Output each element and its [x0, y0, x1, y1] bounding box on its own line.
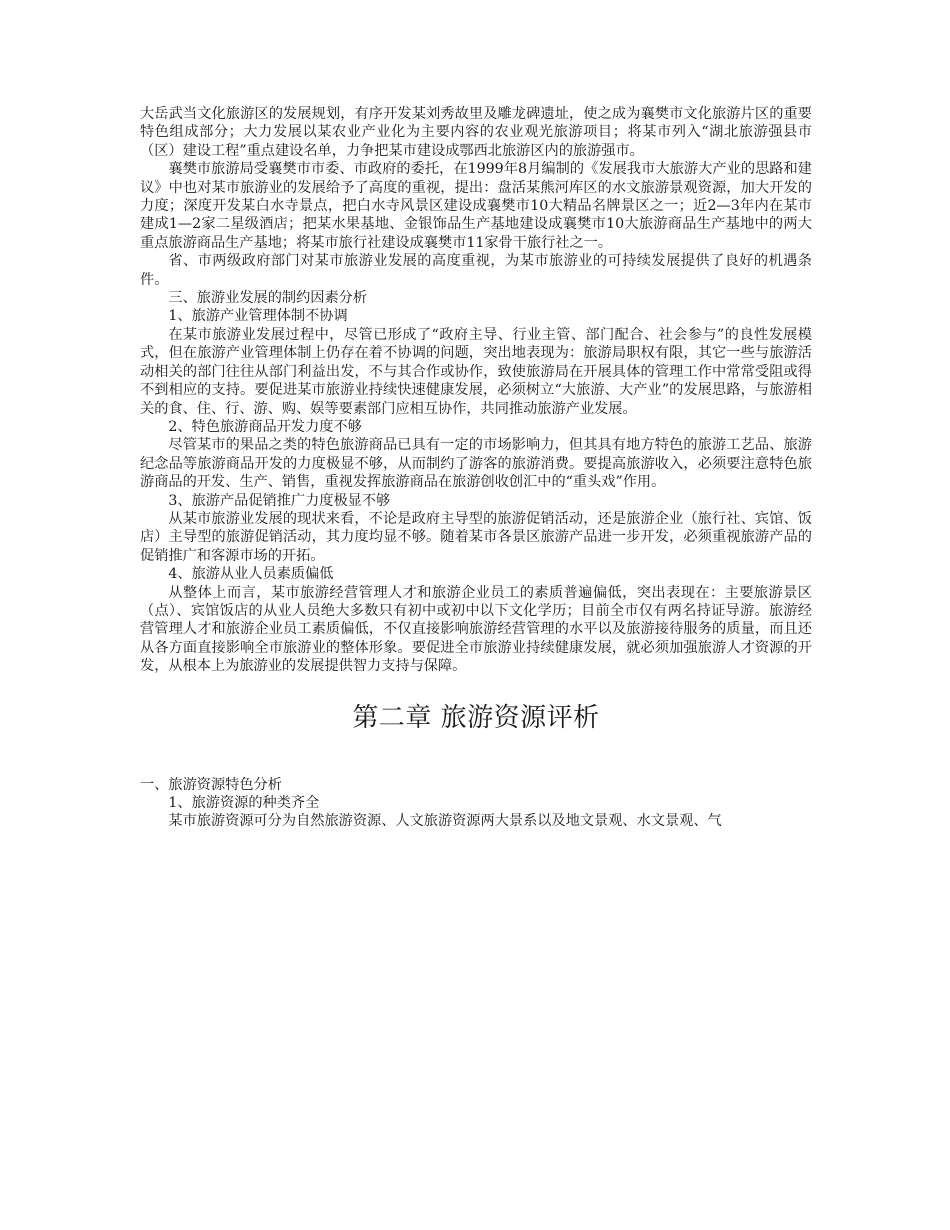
- chapter-subsection-heading: 1、旅游资源的种类齐全: [168, 795, 320, 811]
- item-body-promotion: 从某市旅游业发展的现状来看，不论是政府主导型的旅游促销活动，还是旅游企业（旅行社、宾馆、饭店）主导型的旅游促销活动，其力度均显不够。随着某市各景区旅游产品进一步开发，必须重视旅游产品的促销推广和客源市场的开拓。: [140, 510, 812, 564]
- item-body-management: 在某市旅游业发展过程中，尽管已形成了“政府主导、行业主管、部门配合、社会参与”的良性发展模式，但在旅游产业管理体制上仍存在着不协调的问题，突出地表现为：旅游局职权有限，其它一些与旅游活动相关的部门往往从部门利益出发，不与其合作或协作，致使旅游局在开展具体的管理工作中常常受阻或得不到相应的支持。要促进某市旅游业持续快速健康发展，必须树立“大旅游、大产业”的发展思路，与旅游相关的食、住、行、游、购、娱等要素部门应相互协作，共同推动旅游产业发展。: [140, 326, 812, 417]
- chapter-paragraph: 某市旅游资源可分为自然旅游资源、人文旅游资源两大景系以及地文景观、水文景观、气: [168, 813, 722, 830]
- paragraph-xiangfan-bureau: 襄樊市旅游局受襄樊市市委、市政府的委托，在1999年8月编制的《发展我市大旅游大产业的思路和建议》中也对某市旅游业的发展给予了高度的重视，提出：盘活某熊河库区的水文旅游景观资源，加大开发的力度；深度开发某白水寺景点，把白水寺风景区建设成襄樊市10大精品名牌景区之一；近2—3年内在某市建成1—2家二星级酒店；把某水果基地、金银饰品生产基地建设成襄樊市10大旅游商品生产基地中的两大重点旅游商品生产基地；将某市旅行社建设成襄樊市11家骨干旅行社之一。: [140, 161, 812, 251]
- chapter-title: 第二章 旅游资源评析: [352, 702, 600, 733]
- item-heading-management: 1、旅游产业管理体制不协调: [168, 308, 348, 325]
- paragraph-government-support: 省、市两级政府部门对某市旅游业发展的高度重视，为某市旅游业的可持续发展提供了良好的机遇条件。: [140, 253, 812, 288]
- item-body-products: 尽管某市的果品之类的特色旅游商品已具有一定的市场影响力，但其具有地方特色的旅游工艺品、旅游纪念品等旅游商品开发的力度极显不够，从而制约了游客的旅游消费。要提高旅游收入，必须要注意特色旅游商品的开发、生产、销售，重视发挥旅游商品在旅游创收创汇中的“重头戏”作用。: [140, 437, 812, 491]
- document-page: [140, 105, 812, 831]
- paragraph-development-plan: 大岳武当文化旅游区的发展规划，有序开发某刘秀故里及雕龙碑遗址，使之成为襄樊市文化旅游片区的重要特色组成部分；大力发展以某农业产业化为主要内容的农业观光旅游项目；将某市列入“湖北旅游强县市（区）建设工程”重点建设名单，力争把某市建设成鄂西北旅游区内的旅游强市。: [140, 106, 812, 159]
- item-heading-products: 2、特色旅游商品开发力度不够: [168, 418, 362, 435]
- item-heading-promotion: 3、旅游产品促销推广力度极显不够: [168, 492, 391, 509]
- chapter-section-heading: 一、旅游资源特色分析: [140, 776, 282, 793]
- item-body-staff: 从整体上而言，某市旅游经营管理人才和旅游企业员工的素质普遍偏低，突出表现在：主要旅游景区（点）、宾馆饭店的从业人员绝大多数只有初中或初中以下文化学历；目前全市仅有两名持证导游。旅游经营管理人才和旅游企业员工素质偏低，不仅直接影响旅游经营管理的水平以及旅游接待服务的质量，而且还从各方面直接影响全市旅游业的整体形象。要促进全市旅游业持续健康发展，就必须加强旅游人才资源的开发，从根本上为旅游业的发展提供智力支持与保障。: [140, 584, 812, 675]
- section-heading-constraints: 三、旅游业发展的制约因素分析: [168, 290, 368, 307]
- item-heading-staff: 4、旅游从业人员素质偏低: [168, 566, 334, 583]
